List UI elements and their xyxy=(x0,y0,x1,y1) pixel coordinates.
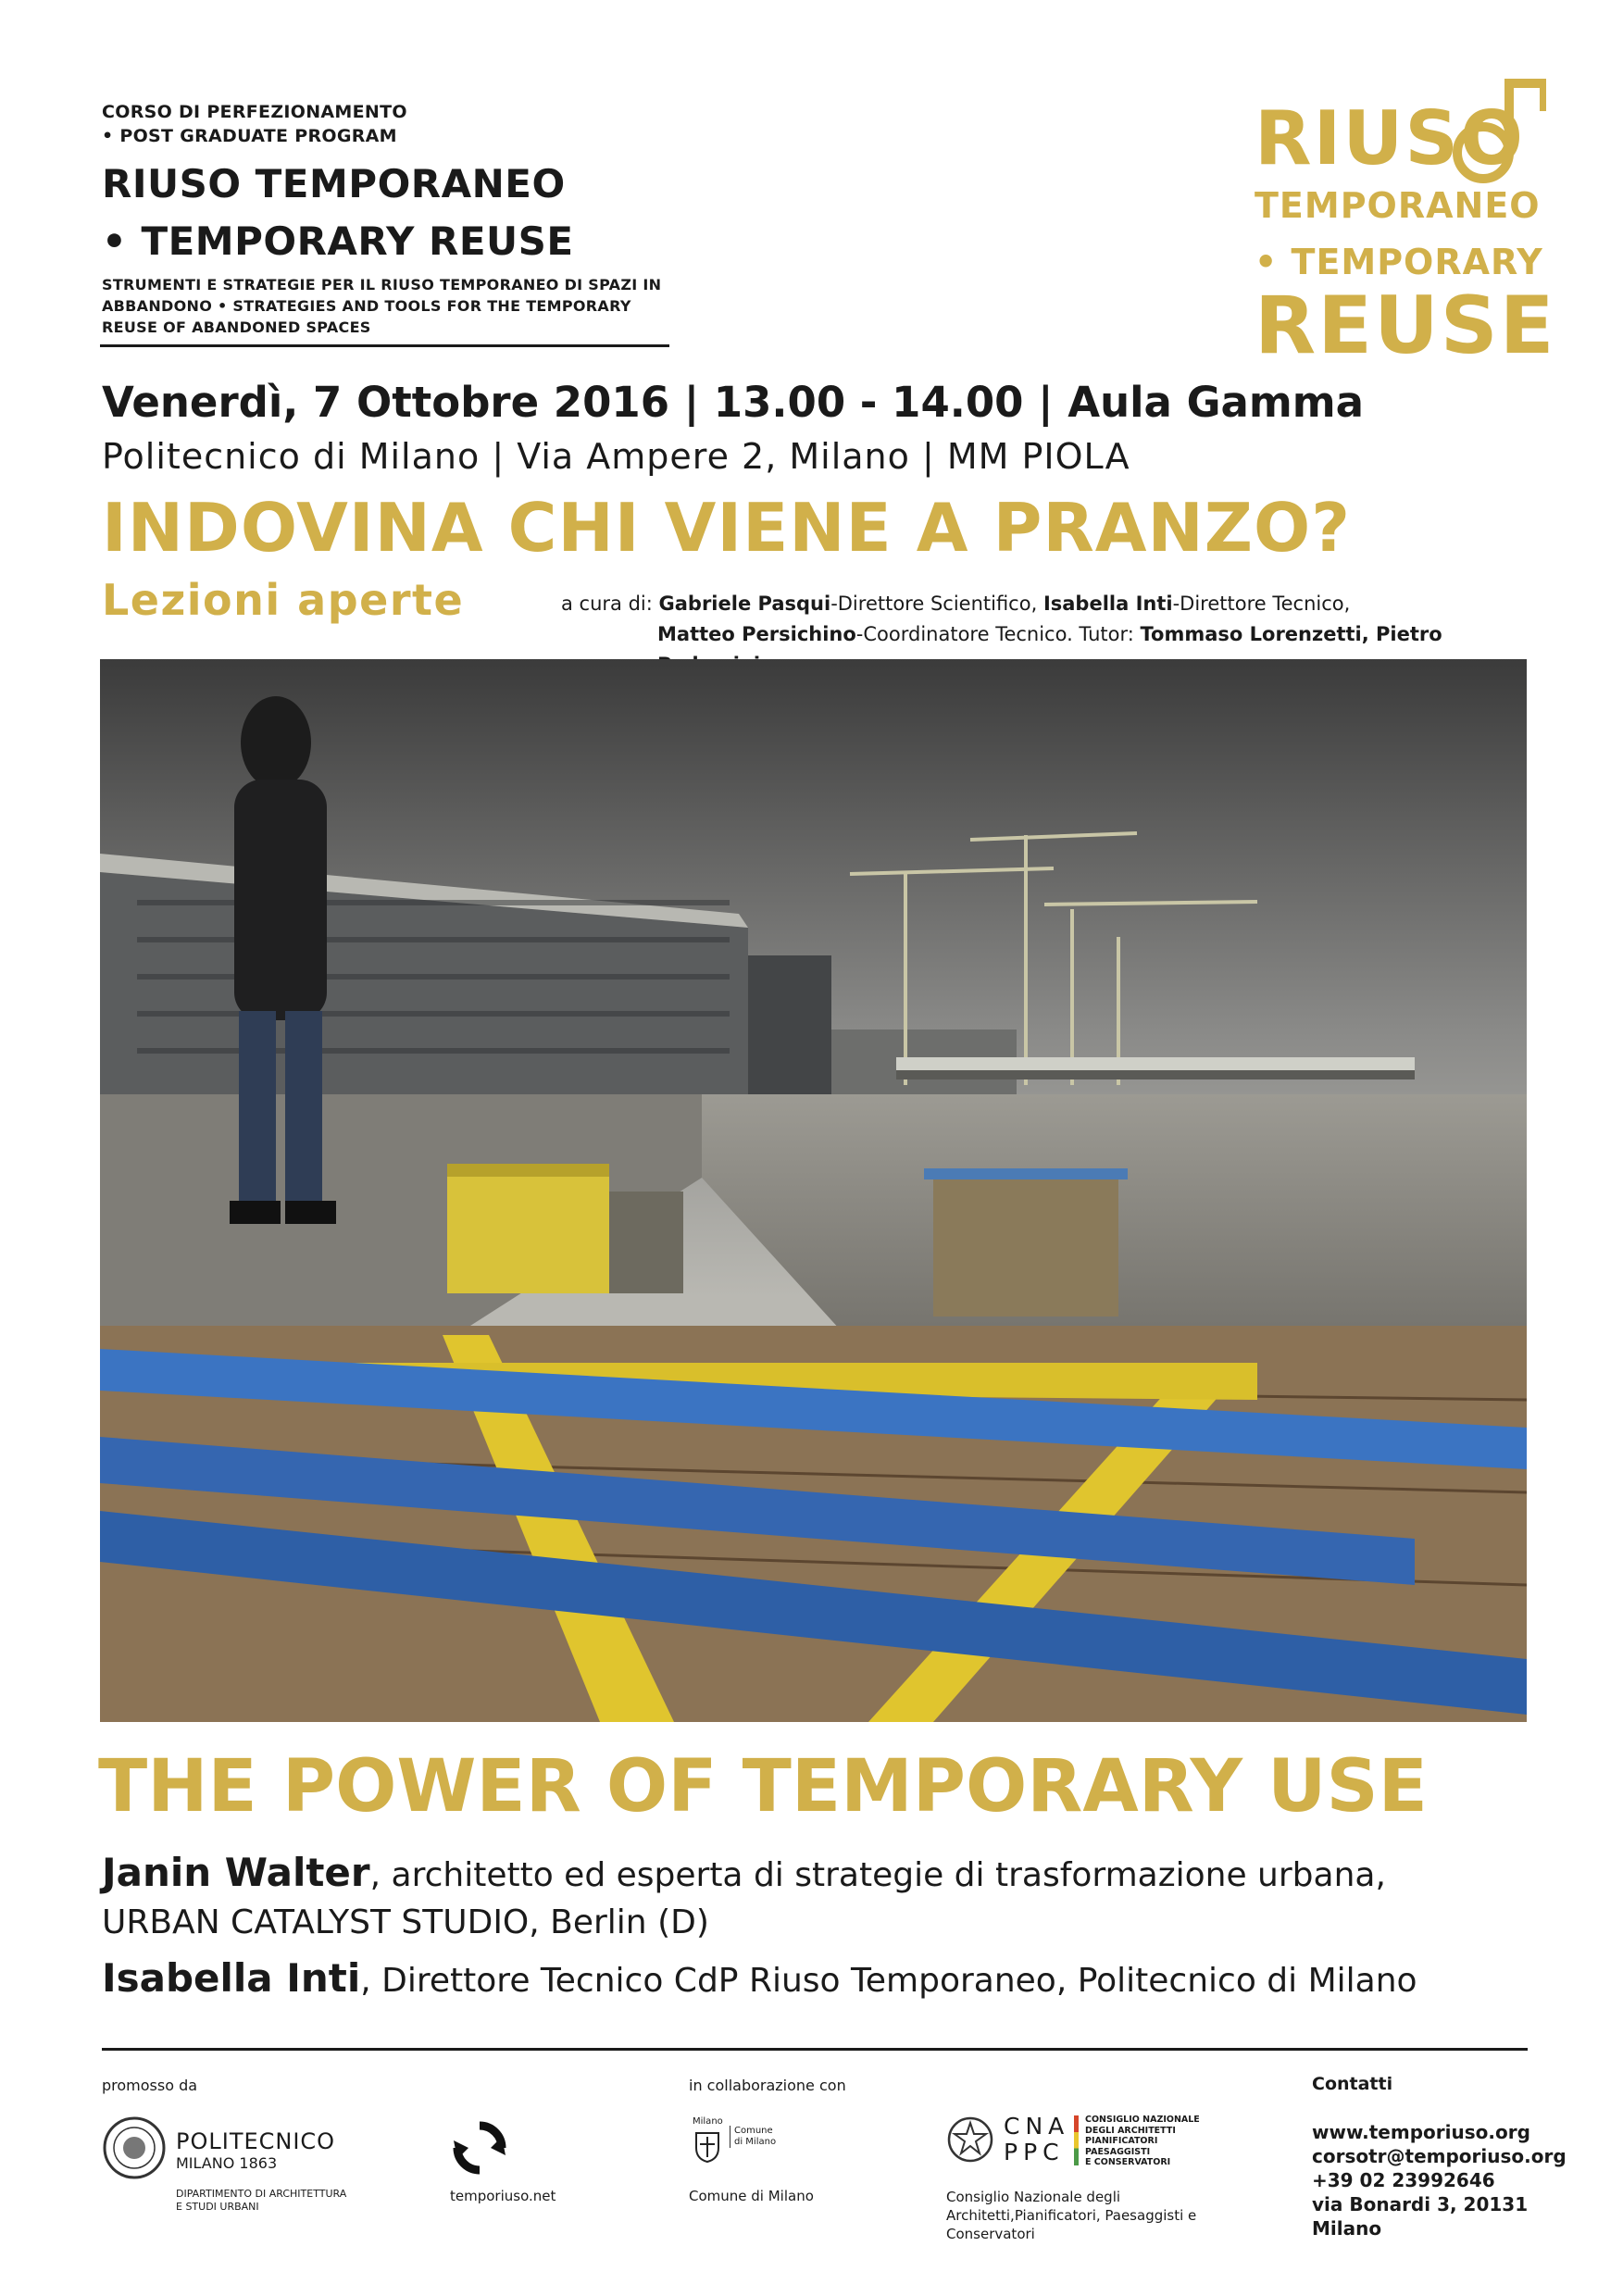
speaker-1-desc: , architetto ed esperta di strategie di trasformazione urbana, xyxy=(369,1856,1386,1894)
speaker-2-name: Isabella Inti xyxy=(102,1955,361,2001)
italian-emblem-icon xyxy=(946,2115,994,2164)
logo-line2: TEMPORANEO xyxy=(1255,185,1541,226)
contacts-title: Contatti xyxy=(1312,2074,1393,2094)
recycle-arrows-icon xyxy=(452,2120,507,2176)
cnappc-label-2: Architetti,Pianificatori, Paesaggisti e xyxy=(946,2207,1197,2224)
event-headline: INDOVINA CHI VIENE A PRANZO? xyxy=(102,489,1351,567)
contact-address: via Bonardi 3, 20131 xyxy=(1312,2193,1529,2215)
curator-role-3: -Coordinatore Tecnico. Tutor: xyxy=(855,623,1134,645)
logo-line3: • TEMPORARY xyxy=(1255,242,1543,282)
cnappc-letters xyxy=(1004,2114,1069,2165)
comune-small-3: di Milano xyxy=(734,2137,777,2147)
cnappc-letters-1: CNA xyxy=(1004,2113,1070,2140)
curator-name-2: Isabella Inti xyxy=(1042,593,1173,615)
course-line1: CORSO DI PERFEZIONAMENTO xyxy=(102,102,407,122)
cnappc-text-5: E CONSERVATORI xyxy=(1085,2157,1171,2167)
event-datetime: Venerdì, 7 Ottobre 2016 | 13.00 - 14.00 | Aula Gamma xyxy=(102,378,1365,427)
logo-line1: RIUSO xyxy=(1255,95,1525,181)
contact-email[interactable]: corsotr@temporiuso.org xyxy=(1312,2145,1567,2167)
course-label xyxy=(102,100,407,148)
coat-of-arms-icon xyxy=(694,2131,720,2163)
polimi-logo xyxy=(102,2115,167,2184)
footer-divider xyxy=(102,2048,1528,2051)
contact-web[interactable]: www.temporiuso.org xyxy=(1312,2121,1530,2143)
promoted-by-label: promosso da xyxy=(102,2077,198,2094)
course-line2: • POST GRADUATE PROGRAM xyxy=(102,126,397,146)
cnappc-color-bar xyxy=(1074,2115,1079,2165)
polimi-dept-1: DIPARTIMENTO DI ARCHITETTURA xyxy=(176,2188,347,2200)
speaker-1-affiliation: URBAN CATALYST STUDIO, Berlin (D) xyxy=(102,1903,709,1941)
cnappc-text-2: DEGLI ARCHITETTI xyxy=(1085,2125,1176,2136)
polimi-seal-icon xyxy=(102,2115,167,2180)
cnappc-label-1: Consiglio Nazionale degli xyxy=(946,2189,1121,2205)
polimi-sub: MILANO 1863 xyxy=(176,2154,278,2172)
comune-logo xyxy=(693,2116,785,2174)
event-photo xyxy=(100,659,1527,1722)
comune-small-1: Milano xyxy=(693,2116,723,2127)
cnappc-text xyxy=(1085,2115,1200,2168)
cnappc-logo xyxy=(946,2115,994,2167)
speaker-1 xyxy=(102,1848,1386,1901)
course-title xyxy=(102,156,574,270)
curator-role-1: -Direttore Scientifico, xyxy=(830,593,1038,615)
talk-title: THE POWER OF TEMPORARY USE xyxy=(98,1745,1428,1828)
riuso-logo xyxy=(1250,65,1556,372)
course-title-en: • TEMPORARY REUSE xyxy=(102,218,574,264)
cnappc-letters-2: PPC xyxy=(1004,2139,1065,2165)
speaker-1-name: Janin Walter xyxy=(102,1850,370,1895)
curator-name-1: Gabriele Pasqui xyxy=(658,593,831,615)
comune-small-2: Comune xyxy=(734,2126,773,2136)
temporiuso-label: temporiuso.net xyxy=(450,2188,556,2204)
polimi-name: POLITECNICO xyxy=(176,2128,336,2154)
polimi-dept-2: E STUDI URBANI xyxy=(176,2201,259,2213)
event-venue: Politecnico di Milano | Via Ampere 2, Milano | MM PIOLA xyxy=(102,436,1130,477)
course-title-it: RIUSO TEMPORANEO xyxy=(102,161,566,206)
cnappc-text-4: PAESAGGISTI xyxy=(1085,2146,1151,2157)
cnappc-label-3: Conservatori xyxy=(946,2226,1035,2242)
tutors: Tommaso Lorenzetti, Pietro xyxy=(1140,623,1442,645)
comune-label: Comune di Milano xyxy=(689,2188,814,2204)
cnappc-label xyxy=(946,2188,1196,2243)
polimi-dept xyxy=(176,2188,346,2214)
event-subheadline: Lezioni aperte xyxy=(102,575,465,625)
speaker-2 xyxy=(102,1953,1417,2006)
curator-name-3: Matteo Persichino xyxy=(657,623,856,645)
collab-label: in collaborazione con xyxy=(689,2077,846,2094)
header-divider xyxy=(100,344,669,347)
curator-role-2: -Direttore Tecnico, xyxy=(1172,593,1351,615)
course-subtitle: STRUMENTI E STRATEGIE PER IL RIUSO TEMPORANEO DI SPAZI IN ABBANDONO • STRATEGIES AND TOOLS FOR THE TEMPORARY REUSE OF ABANDONED SPACES xyxy=(102,276,662,336)
logo-line4: REUSE xyxy=(1255,280,1556,372)
contacts-block xyxy=(1312,2120,1567,2240)
speaker-2-desc: , Direttore Tecnico CdP Riuso Temporaneo, Politecnico di Milano xyxy=(360,1962,1417,2000)
cnappc-text-1: CONSIGLIO NAZIONALE xyxy=(1085,2115,1200,2125)
contact-city: Milano xyxy=(1312,2217,1382,2240)
curators-intro: a cura di: xyxy=(561,593,653,615)
temporiuso-logo xyxy=(452,2120,507,2179)
contact-phone: +39 02 23992646 xyxy=(1312,2169,1495,2191)
cnappc-text-3: PIANIFICATORI xyxy=(1085,2136,1158,2146)
